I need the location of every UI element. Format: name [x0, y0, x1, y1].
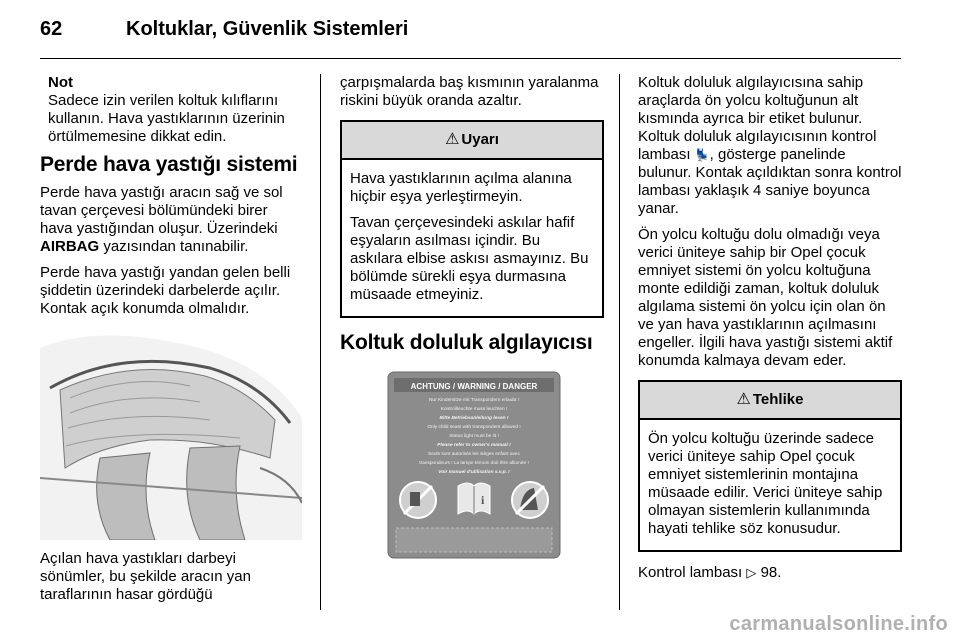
passenger-seat-icon: 💺	[694, 148, 710, 162]
watermark: carmanualsonline.info	[729, 613, 948, 635]
label-line: Please refer to owner's manual !	[437, 443, 511, 448]
label-line: transpondeurs ! La lampe témoin doit être allumée !	[419, 461, 529, 466]
paragraph: Perde hava yastığı aracın sağ ve sol tavan çerçevesi bölümündeki birer hava yastığından oluşur. Üzerindeki AIRBAG yazısından tanınabilir.	[40, 184, 283, 255]
warning-box	[340, 120, 604, 318]
column-divider	[320, 74, 321, 610]
danger-header: ⚠ Tehlike	[640, 382, 900, 420]
label-line: Kontrollleuchte muss leuchten !	[440, 407, 508, 412]
page-title: Koltuklar, Güvenlik Sistemleri	[126, 18, 409, 40]
airbag-label: AIRBAG	[40, 238, 100, 255]
label-line: Status light must be lit !	[449, 434, 499, 439]
warning-triangle-icon: ⚠	[736, 391, 751, 408]
seat-occupancy-label-illustration	[340, 364, 602, 576]
column-middle	[340, 74, 602, 586]
page-number: 62	[40, 18, 63, 40]
reference-arrow-icon: ▷	[746, 565, 757, 580]
label-line: Seuls sont autorisés les sièges enfant avec	[428, 452, 520, 457]
label-header: ACHTUNG / WARNING / DANGER	[410, 382, 538, 391]
paragraph: çarpışmalarda baş kısmının yaralanma riskini büyük oranda azaltır.	[340, 74, 599, 109]
warning-header: ⚠ Uyarı	[342, 122, 602, 160]
paragraph: Ön yolcu koltuğu dolu olmadığı veya verici üniteye sahip bir Opel çocuk emniyet sistemi ön yolcu koltuğuna monte edildiği zaman, koltuk doluluk algılama sistemi ön yolcu için olan ön ve yan hava yastıklarının açılmasını engeller. İlgili hava yastığı sistemi aktif konumda kalmaya devam eder.	[638, 226, 893, 369]
column-divider	[619, 74, 620, 610]
label-line: Only child seats with transponders allowed !	[427, 425, 521, 430]
header-rule	[40, 58, 901, 59]
curtain-airbag-illustration	[40, 328, 302, 540]
note-title: Not	[48, 74, 73, 91]
section-heading-curtain-airbag: Perde hava yastığı sistemi	[40, 153, 298, 176]
danger-text: Ön yolcu koltuğu üzerinde sadece verici üniteye sahip Opel çocuk emniyet sistemlerinin montajına müsaade edilir. Verici üniteye sahip olmayan sistemlerin kullanımında hayati tehlike söz konusudur.	[648, 430, 883, 537]
label-line: Voir manuel d'utilisation s.v.p. !	[438, 470, 510, 475]
label-line: Bitte Betriebsanleitung lesen !	[439, 416, 509, 421]
figure-caption: Açılan hava yastıkları darbeyi sönümler, bu şekilde aracın yan taraflarının hasar gördüğü	[40, 550, 251, 603]
page-reference-link[interactable]: 98.	[760, 564, 782, 581]
paragraph: Perde hava yastığı yandan gelen belli şiddetin üzerindeki darbelerde açılır. Kontak açık konumda olmalıdır.	[40, 264, 291, 317]
note-text: Sadece izin verilen koltuk kılıflarını kullanın. Hava yastıklarının üzerinin örtülmemesine dikkat edin.	[48, 92, 285, 145]
page-reference: Kontrol lambası ▷ 98.	[638, 564, 782, 581]
label-line: Nur Kindersitze mit Transpondern erlaubt !	[428, 398, 520, 403]
page-header	[40, 18, 920, 48]
warning-text: Tavan çerçevesindeki askılar hafif eşyaların asılması içindir. Bu askılara elbise askısı asmayınız. Bu bölümde sürekli eşya durmasına müsaade etmeyiniz.	[350, 214, 589, 303]
note-block	[48, 74, 302, 146]
column-left	[40, 74, 302, 612]
warning-triangle-icon: ⚠	[445, 131, 460, 148]
section-heading-seat-occupancy: Koltuk doluluk algılayıcısı	[340, 331, 593, 354]
svg-text:i: i	[481, 493, 485, 507]
danger-box	[638, 380, 902, 552]
paragraph: Koltuk doluluk algılayıcısına sahip araçlarda ön yolcu koltuğunun alt kısmında ayrıca bir etiket bulunur. Koltuk doluluk algılayıcısının kontrol lambası 💺, gösterge panelinde bulunur. Kontak açıldıktan sonra kontrol lambası yaklaşık 4 saniye boyunca yanar.	[638, 74, 902, 217]
column-right	[638, 74, 902, 590]
warning-text: Hava yastıklarının açılma alanına hiçbir eşya yerleştirmeyin.	[350, 170, 572, 205]
